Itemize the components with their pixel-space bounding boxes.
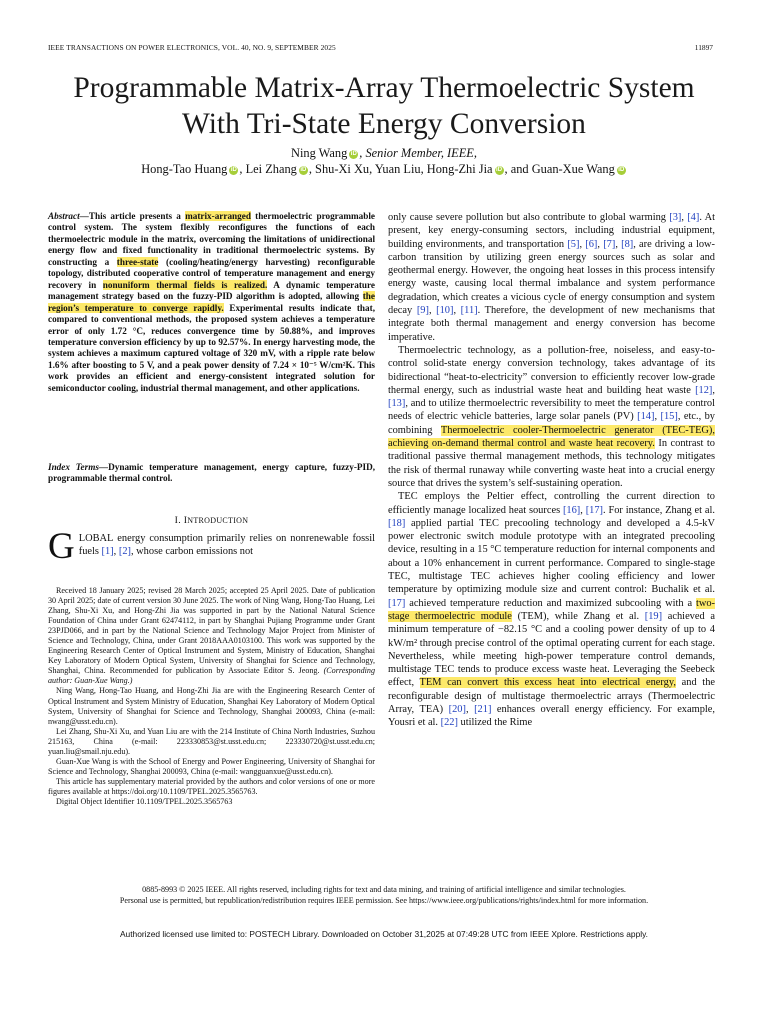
body-text: TEC employs the Peltier effect, controlling the current direction to efficiently manage localized heat sources [388,491,715,516]
right-column-body [388,211,715,730]
citation-link[interactable]: [15] [660,411,678,423]
citation-link[interactable]: [6] [585,238,598,250]
body-text: and the reconfigurable design of multistage thermoelectric arrays (Thermoelectric Array, TEA) [388,677,715,715]
section-title-first: I [183,515,188,526]
citation-link[interactable]: [17] [585,504,604,516]
citation-link[interactable]: [14] [637,411,655,423]
footnote-paragraph [48,586,375,686]
citation-link[interactable]: [20] [448,703,466,715]
highlight: matrix-arranged [185,211,251,221]
body-text: , are driving a low-carbon transition by utilizing green energy sources such as solar and geothermal energy. However, the ongoing heat losses in this process intensify energy waste, causing local thermal imbalance and system performance degradation, which creates a vicious cycle of energy consumption and system decay [388,238,716,317]
body-text: , [465,703,475,715]
author-name: , Lei Zhang [239,162,297,176]
section-title-rest: NTRODUCTION [187,516,249,525]
body-text: . For instance, Zhang et al. [603,504,715,516]
author-list [40,145,728,177]
author-name: Ning Wang [291,146,348,160]
citation-link[interactable]: [17] [388,597,406,609]
copyright-line: Personal use is permitted, but republication/redistribution requires IEEE permission. See https://www.ieee.org/publications/rights/index.html for more information. [119,896,649,905]
body-text: . At present, key energy-consuming sectors, including industrial equipment, building environments, and transportation [388,212,716,250]
body-text: , [580,504,586,516]
citation-link[interactable]: [22] [440,717,458,729]
citation-link[interactable]: [19] [644,610,663,622]
body-text: Thermoelectric technology, as a pollution-free, noiseless, and easy-to-control solid-state energy conversion technology, takes advantage of its bidirectional “heat-to-electricity” conversion to efficiently recover low-grade thermal energy, such as industrial waste heat and building heat waste [388,344,715,396]
running-header: IEEE TRANSACTIONS ON POWER ELECTRONICS, VOL. 40, NO. 9, SEPTEMBER 2025 [48,43,336,52]
citation-link[interactable]: [5] [567,238,580,250]
orcid-icon[interactable]: iD [618,167,625,173]
abstract-text: This article presents a [88,211,186,221]
abstract-text: thermoelectric programmable control system. The system flexibly reconfigures the functions of each thermoelectric module in the matrix, overcoming the limitations of unidirectional energy flow and fixed functionality in traditional thermoelectric systems. By constructing a [48,211,375,267]
body-text: , [579,238,586,250]
footnote-text: Received 18 January 2025; revised 28 March 2025; accepted 25 April 2025. Date of publication 30 April 2025; date of current version 30 June 2025. The work of Ning Wang, Hong-Tao Huang, Lei Zhang, Shu-Xi Xu, and Hong-Zhi Jia was supported in part by the National Natural Science Foundation of China under Grant 62474112, in part by Shanghai Pujiang Programme under Grant 23PJD066, and in part by the National Science and Technology Major Project from Minister of Science and Technology, China, under Grant 2018AAA0103100. This work was supported by the Engineering Research Center of Optical Instrument and System, Ministry of Education, Shanghai Key Laboratory of Modern Optical System, University of Shanghai for Science and Technology, Shanghai, China. Recommended for publication by Associate Editor S. Jeong. [48,586,375,676]
citation-link[interactable]: [3] [669,212,682,223]
footnote-paragraph: Ning Wang, Hong-Tao Huang, and Hong-Zhi Jia are with the Engineering Research Center of Optical Instrument and System Ministry of Education, Shanghai Key Laboratory of Modern Optical System, University of Shanghai for Science and Technology, Shanghai 200093, China (e-mail: nwang@usst.edu.cn). [48,686,375,726]
body-text: In contrast to traditional passive thermal management methods, this technology mitigates the risk of thermal runaway while converting waste heat into a crucial energy source that drives the system’s self-sustaining operation. [388,438,715,489]
section-heading [48,515,375,526]
body-text: , etc., by combining [388,411,715,436]
index-terms [48,462,375,485]
body-text: enhances overall energy efficiency. For example, Yousri et al. [388,703,715,729]
intro-text: , [113,546,119,558]
abstract [48,211,375,394]
body-text: achieved a minimum temperature of −82.15 °C and a cooling power density of up to 4 kW/m² through precise control of the optimal operating current for each stage. Nevertheless, while meeting high-power temperature control demands, multistage TEC tends to produce excess waste heat. Leveraging the Seebeck effect, [388,610,715,689]
page-number: 11897 [694,43,713,52]
orcid-icon[interactable]: iD [350,151,357,157]
copyright-line: 0885-8993 © 2025 IEEE. All rights reserved, including rights for text and data mining, and training of artificial intelligence and similar technologies. [142,885,626,894]
highlight: three-state [116,256,159,267]
body-text: , and to utilize thermoelectric reversibility to meet the temperature control needs of electric vehicle batteries, large solar panels (PV) [388,398,715,423]
author-role: , Senior Member, IEEE, [359,146,477,160]
body-paragraph [388,490,715,729]
citation-link[interactable]: [10] [436,305,454,317]
body-text: applied partial TEC precooling technology and developed a 4.5-kV power electronic switch module prototype with an integrated precooling device, resulting in a 15 °C temperature reduction for internal components and about a 10% enhancement in current performance. Compared to single-stage TEC, multistage TEC achieves higher cooling efficiency and lower temperature by optimizing module size and current control: Buchalik et al. [388,517,715,596]
abstract-text: (cooling/heating/energy harvesting) reconfigurable topology, distributed cooperative control of temperature management and energy recovery in [48,256,375,290]
section-number: I. [174,515,181,526]
citation-link[interactable]: [13] [388,398,406,410]
abstract-label: Abstract— [48,211,89,221]
body-text: , [453,305,461,317]
author-name: , Shu-Xi Xu, Yuan Liu, Hong-Zhi Jia [308,162,493,176]
citation-link[interactable]: [18] [388,517,406,529]
orcid-icon[interactable]: iD [300,167,307,173]
author-name: Hong-Tao Huang [141,162,228,176]
body-text: (TEM), while Zhang et al. [511,610,645,622]
copyright-notice [40,884,728,906]
highlight: the region’s temperature to converge rapidly. [48,291,375,313]
body-paragraph [388,344,715,490]
citation-link[interactable]: [1] [101,546,114,558]
citation-link[interactable]: [21] [474,703,492,715]
introduction-paragraph [48,526,375,567]
citation-link[interactable]: [2] [118,546,131,558]
body-text: , [428,305,437,317]
index-terms-text: Dynamic temperature management, energy capture, fuzzy-PID, programmable thermal control. [48,462,375,484]
paper-title [40,70,728,142]
body-text: , [597,238,604,250]
index-terms-label: Index Terms— [48,462,109,472]
citation-link[interactable]: [4] [687,212,700,223]
highlight: two-stage thermoelectric module [388,597,715,622]
footnote-paragraph: Lei Zhang, Shu-Xi Xu, and Yuan Liu are with the 214 Institute of China North Industries, Suzhou 215163, China (e-mail: 223330853@st.usst.edu.cn; 223330720@st.usst.edu.cn; yuan.liu@smail.nju.edu). [48,726,375,756]
corresponding-author: (Corresponding author: Guan-Xue Wang.) [48,666,376,686]
body-text: , [712,384,715,396]
citation-link[interactable]: [9] [416,305,429,317]
citation-link[interactable]: [12] [695,384,713,396]
intro-text: energy consumption primarily relies on nonrenewable fossil fuels [78,533,375,558]
citation-link[interactable]: [7] [603,238,616,250]
body-text: , [681,212,688,223]
body-text: achieved temperature reduction and maximized subcooling with a [405,597,696,609]
abstract-text: Experimental results indicate that, compared to conventional methods, the proposed system achieves a temperature error of only 1.72 °C, reduces convergence time by 50.88%, and improves temperature conversion efficiency by up to 92.57%. In energy harvesting mode, the system achieves a maximum captured voltage of 320 mV, with a ripple rate below 1.6% after boosting to 5 V, and a peak power density of 7.24 × 10⁻⁵ W/cm²K. This work provides an efficient and energy-consistent integrated solution for semiconductor cooling, industrial thermal management, and other applications. [48,302,375,393]
doi-line: Digital Object Identifier 10.1109/TPEL.2025.3565763 [56,796,233,806]
author-name: , and Guan-Xue Wang [504,162,615,176]
intro-caps: LOBAL [78,533,114,544]
footnote-paragraph: Guan-Xue Wang is with the School of Energy and Power Engineering, University of Shanghai for Science and Technology, Shanghai 200093, China (e-mail: wangguanxue@usst.edu.cn). [48,756,375,776]
highlight: Thermoelectric cooler-Thermoelectric generator (TEC-TEG), achieving on-demand thermal control and waste heat recovery. [388,424,715,450]
highlight: nonuniform thermal fields is realized. [102,279,268,290]
drop-cap: G [48,526,75,567]
body-text: only cause severe pollution but also contribute to global warming [388,212,670,223]
title-line-2: With Tri-State Energy Conversion [182,108,586,140]
body-paragraph [388,211,715,344]
citation-link[interactable]: [8] [621,238,634,250]
body-text: , [615,238,622,250]
abstract-text: A dynamic temperature management strategy based on the fuzzy-PID algorithm is adopted, allowing [48,279,375,302]
footnote [48,586,375,807]
footnote-paragraph: This article has supplementary material provided by the authors and color versions of one or more figures available at https://doi.org/10.1109/TPEL.2025.3565763. [48,776,375,796]
title-line-1: Programmable Matrix-Array Thermoelectric System [73,72,695,104]
body-text: . Therefore, the development of new mechanisms that integrate both thermal management and energy conversion has become imperative. [388,305,716,343]
body-text: utilized the Rime [457,717,533,729]
citation-link[interactable]: [11] [460,305,478,317]
license-notice: Authorized licensed use limited to: POSTECH Library. Downloaded on October 31,2025 at 07:49:28 UTC from IEEE Xplore. Restrictions apply. [119,929,649,939]
highlight: TEM can convert this excess heat into electrical energy, [419,677,676,689]
orcid-icon[interactable]: iD [230,167,237,173]
intro-text: , whose carbon emissions not [130,546,254,558]
orcid-icon[interactable]: iD [496,167,503,173]
citation-link[interactable]: [16] [562,504,581,516]
body-text: , [654,411,661,423]
